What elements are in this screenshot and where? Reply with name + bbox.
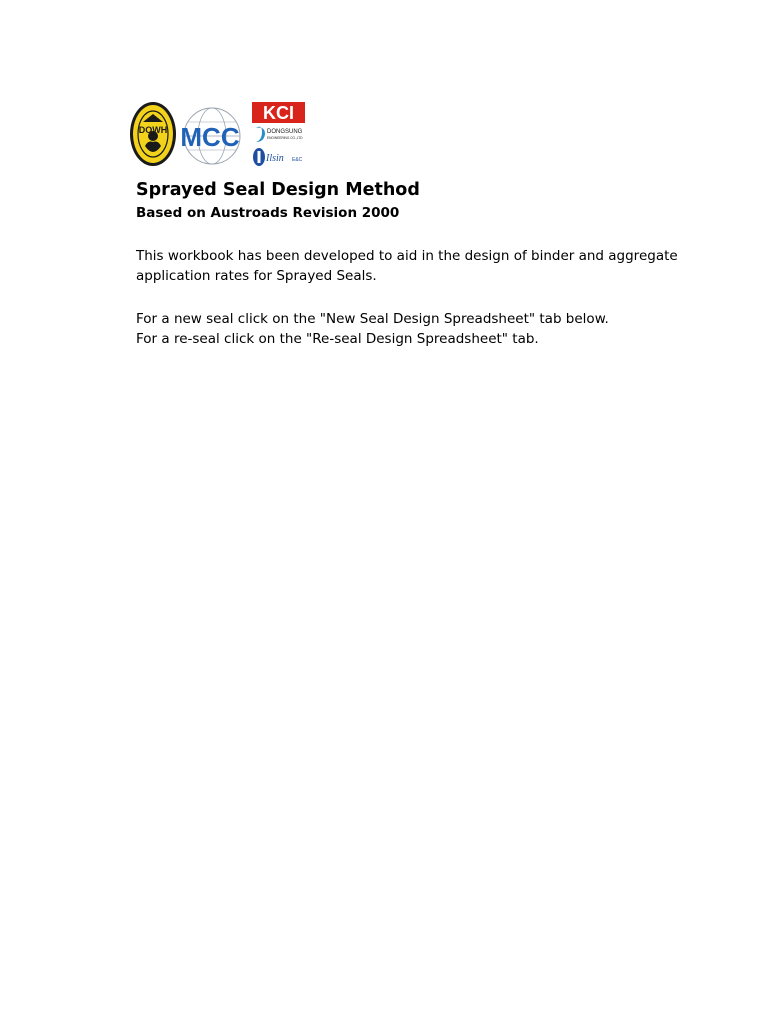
document-subtitle: Based on Austroads Revision 2000 bbox=[136, 205, 400, 221]
svg-text:MCC: MCC bbox=[180, 122, 240, 152]
instructions-paragraph bbox=[136, 309, 609, 349]
kci-dongsung-ilsin-logo bbox=[252, 102, 308, 168]
mcc-logo bbox=[178, 106, 242, 166]
svg-text:KCI: KCI bbox=[263, 103, 294, 123]
svg-text:E&C: E&C bbox=[292, 157, 303, 163]
logo-group bbox=[128, 100, 308, 170]
intro-paragraph bbox=[136, 246, 678, 286]
svg-text:DONGSUNG: DONGSUNG bbox=[267, 129, 303, 135]
svg-text:ENGINEERING CO.,LTD: ENGINEERING CO.,LTD bbox=[267, 136, 303, 140]
dowh-seal-logo bbox=[128, 100, 178, 168]
svg-text:Ilsin: Ilsin bbox=[266, 153, 284, 164]
instruction-reseal: For a re-seal click on the "Re-seal Design Spreadsheet" tab. bbox=[136, 331, 539, 347]
intro-line-2: application rates for Sprayed Seals. bbox=[136, 268, 377, 284]
svg-text:DOWH: DOWH bbox=[138, 125, 168, 135]
document-title: Sprayed Seal Design Method bbox=[136, 180, 420, 200]
instruction-new-seal: For a new seal click on the "New Seal Design Spreadsheet" tab below. bbox=[136, 311, 609, 327]
intro-line-1: This workbook has been developed to aid in the design of binder and aggregate bbox=[136, 248, 678, 264]
